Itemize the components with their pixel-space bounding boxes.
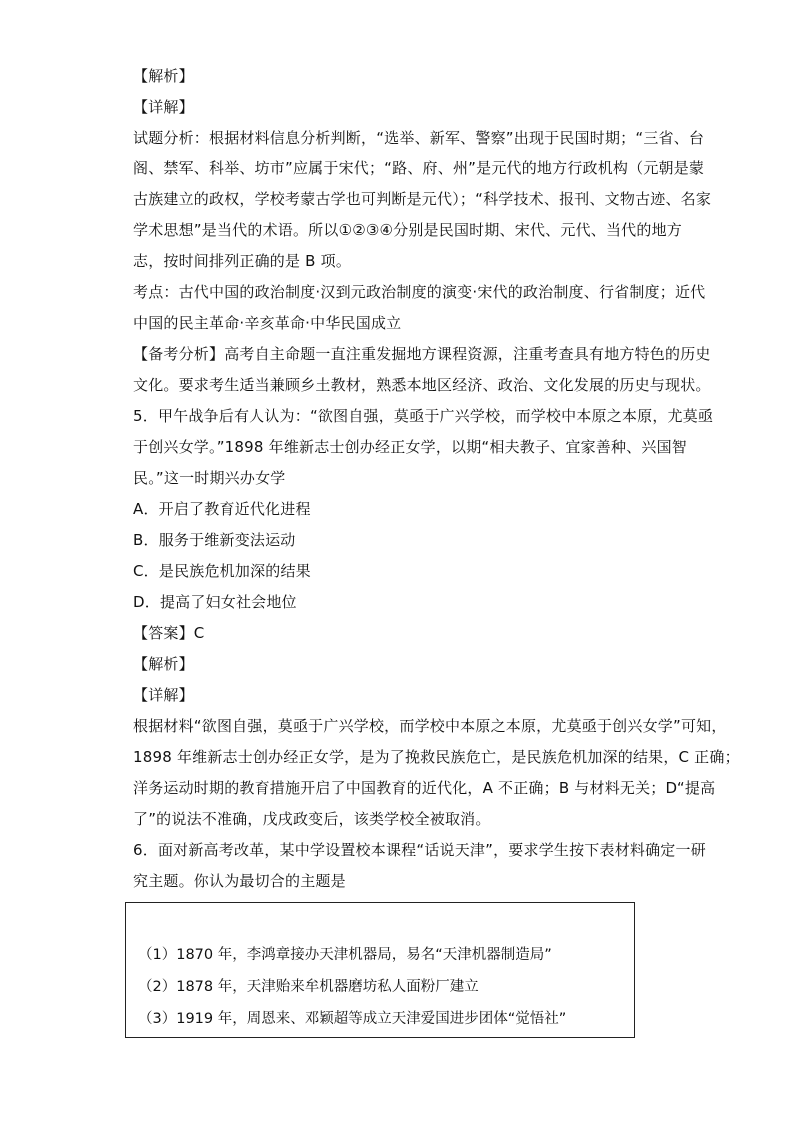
text-line: C．是民族危机加深的结果 bbox=[133, 562, 311, 580]
text-line: 于创兴女学。”1898 年维新志士创办经正女学，以期“相夫教子、宜家善种、兴国智 bbox=[133, 438, 687, 456]
text-line: 志，按时间排列正确的是 B 项。 bbox=[133, 252, 352, 270]
material-table bbox=[125, 902, 635, 1038]
text-line: 【详解】 bbox=[133, 686, 194, 704]
text-line: 究主题。你认为最切合的主题是 bbox=[133, 872, 346, 890]
text-line: 【详解】 bbox=[133, 98, 194, 116]
text-line: 阁、禁军、科举、坊市”应属于宋代；“路、府、州”是元代的地方行政机构（元朝是蒙 bbox=[133, 159, 705, 177]
table-row: （1）1870 年，李鸿章接办天津机器局，易名“天津机器制造局” bbox=[138, 947, 552, 963]
text-line: 【备考分析】高考自主命题一直注重发掘地方课程资源，注重考查具有地方特色的历史 bbox=[133, 345, 711, 363]
text-line: A．开启了教育近代化进程 bbox=[133, 500, 311, 518]
text-line: 【解析】 bbox=[133, 655, 194, 673]
text-line: 中国的民主革命·辛亥革命·中华民国成立 bbox=[133, 314, 402, 332]
text-line: 6．面对新高考改革，某中学设置校本课程“话说天津”，要求学生按下表材料确定一研 bbox=[133, 841, 706, 859]
table-row: （3）1919 年，周恩来、邓颖超等成立天津爱国进步团体“觉悟社” bbox=[138, 1011, 567, 1027]
text-line: 根据材料“欲图自强，莫亟于广兴学校，而学校中本原之本原，尤莫亟于创兴女学”可知， bbox=[133, 717, 727, 735]
table-row: （2）1878 年，天津贻来牟机器磨坊私人面粉厂建立 bbox=[138, 979, 479, 995]
text-line: 试题分析：根据材料信息分析判断，“选举、新军、警察”出现于民国时期；“三省、台 bbox=[133, 129, 705, 147]
text-line: 文化。要求考生适当兼顾乡土教材，熟悉本地区经济、政治、文化发展的历史与现状。 bbox=[133, 376, 711, 394]
text-line: 古族建立的政权，学校考蒙古学也可判断是元代）；“科学技术、报刊、文物古迹、名家 bbox=[133, 190, 712, 208]
text-line: 【答案】C bbox=[133, 624, 205, 642]
text-line: 洋务运动时期的教育措施开启了中国教育的近代化，A 不正确；B 与材料无关；D“提高 bbox=[133, 779, 716, 797]
text-line: 民。”这一时期兴办女学 bbox=[133, 469, 286, 487]
text-line: 【解析】 bbox=[133, 67, 194, 85]
text-line: 了”的说法不准确，戊戌政变后，该类学校全被取消。 bbox=[133, 810, 491, 828]
text-line: B．服务于维新变法运动 bbox=[133, 531, 296, 549]
text-line: D．提高了妇女社会地位 bbox=[133, 593, 297, 611]
text-line: 1898 年维新志士创办经正女学，是为了挽救民族危亡，是民族危机加深的结果，C 正确； bbox=[133, 748, 740, 766]
text-line: 考点：古代中国的政治制度·汉到元政治制度的演变·宋代的政治制度、行省制度；近代 bbox=[133, 283, 706, 301]
text-line: 5．甲午战争后有人认为：“欲图自强，莫亟于广兴学校，而学校中本原之本原，尤莫亟 bbox=[133, 407, 714, 425]
text-line: 学术思想”是当代的术语。所以①②③④分别是民国时期、宋代、元代、当代的地方 bbox=[133, 221, 682, 239]
